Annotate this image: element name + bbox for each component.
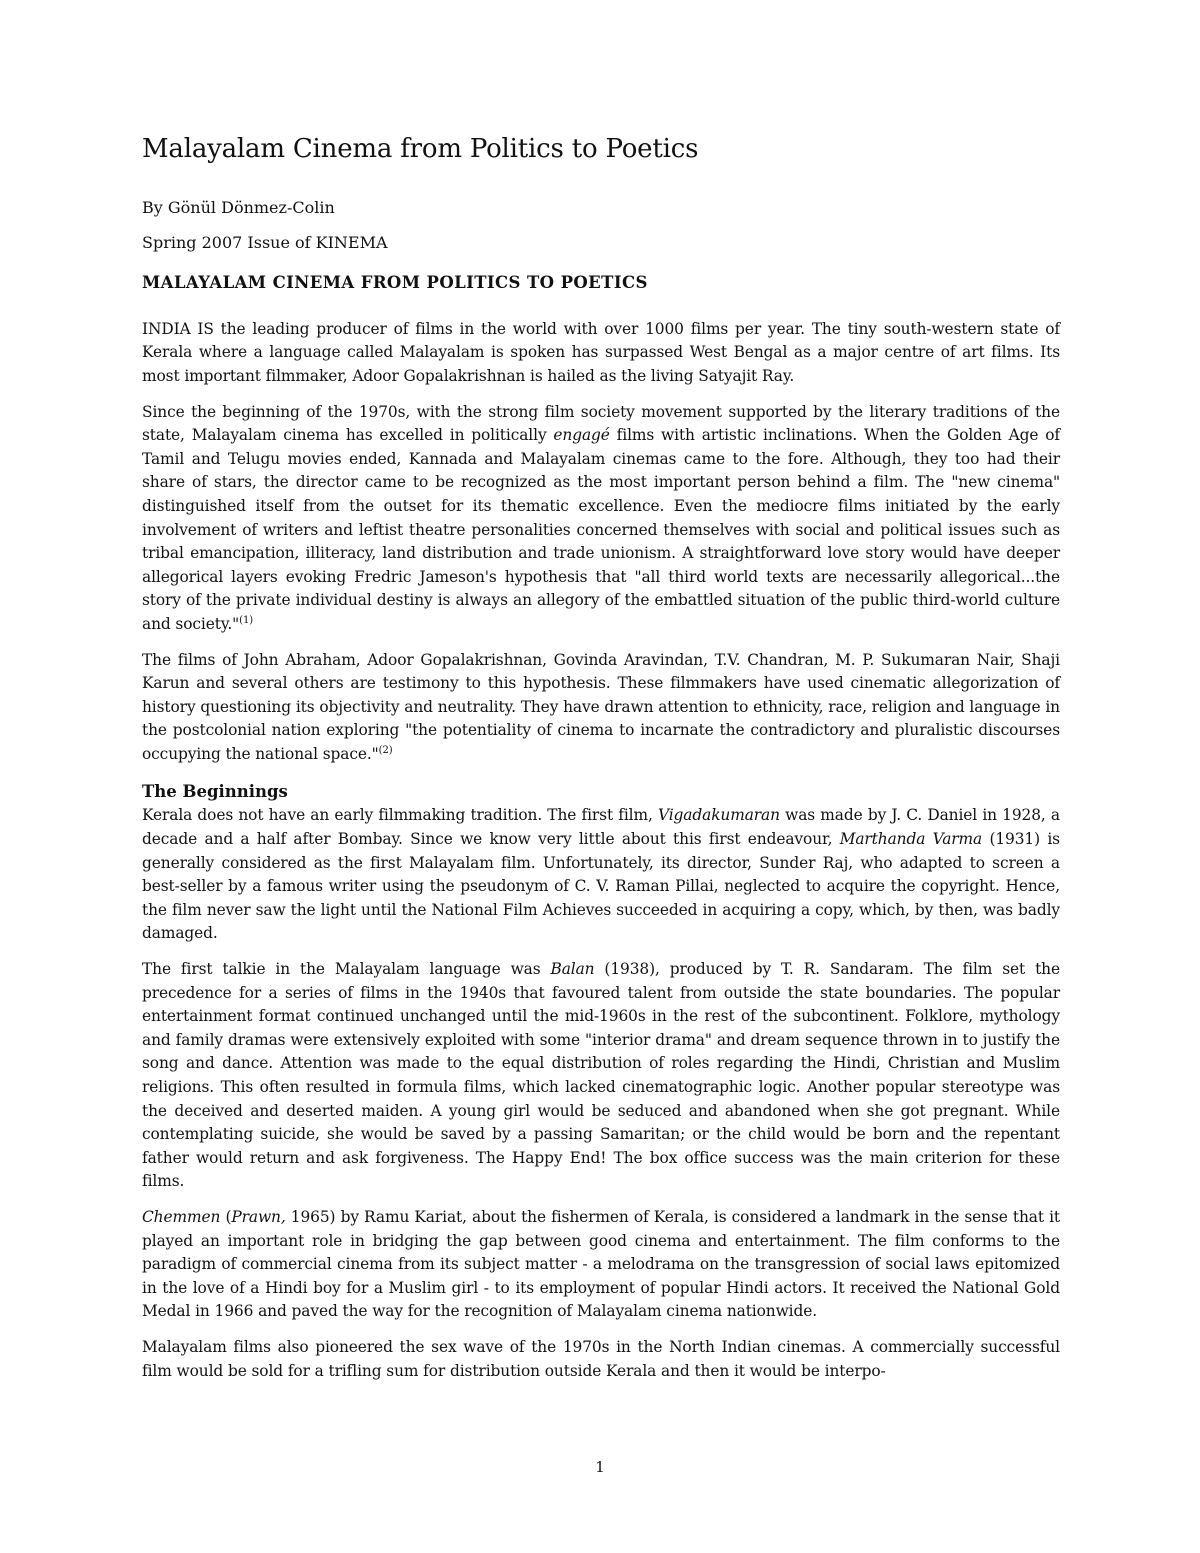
section-heading-beginnings: The Beginnings xyxy=(142,782,288,802)
issue-line: Spring 2007 Issue of KINEMA xyxy=(142,232,388,252)
paragraph-2: Since the beginning of the 1970s, with the strong film society movement supported by the literary traditions of the state, Malayalam cinema has excelled in politically engagé films with artistic inclinations. When the Golden Age of Tamil and Telugu movies ended, Kannada and Malayalam cinemas came to the fore. Although, they too had their share of stars, the director came to be recognized as the most important person behind a film. The "new cinema" distinguished itself from the outset for its thematic excellence. Even the mediocre films initiated by the early involvement of writers and leftist theatre personalities concerned themselves with social and political issues such as tribal emancipation, illiteracy, land distribution and trade unionism. A straightforward love story would have deeper allegorical layers evoking Fredric Jameson's hypothesis that "all third world texts are necessarily allegorical...the story of the private individual destiny is always an allegory of the embattled situation of the public third-world culture and society."$^{(1)}$ xyxy=(142,402,1060,633)
paragraph-6: Chemmen (Prawn, 1965) by Ramu Kariat, about the fishermen of Kerala, is considered a landmark in the sense that it played an important role in bridging the gap between good cinema and entertainment. The film conforms to the paradigm of commercial cinema from its subject matter - a melodrama on the transgression of social laws epitomized in the love of a Hindi boy for a Muslim girl - to its employment of popular Hindi actors. It received the National Gold Medal in 1966 and paved the way for the recognition of Malayalam cinema nationwide. xyxy=(142,1207,1060,1321)
caps-heading: MALAYALAM CINEMA FROM POLITICS TO POETICS xyxy=(142,273,648,293)
article-body xyxy=(142,132,1060,1395)
footnote-ref-2: (2) xyxy=(378,744,393,756)
paragraph-4: Kerala does not have an early filmmaking tradition. The first film, Vigadakumaran was made by J. C. Daniel in 1928, a decade and a half after Bombay. Since we know very little about this first endeavour, Marthanda Varma (1931) is generally considered as the first Malayalam film. Unfortunately, its director, Sunder Raj, who adapted to screen a best-seller by a famous writer using the pseudonym of C. V. Raman Pillai, neglected to acquire the copyright. Hence, the film never saw the light until the National Film Achieves succeeded in acquiring a copy, which, by then, was badly damaged. xyxy=(142,806,1060,943)
footnote-ref-1: (1) xyxy=(239,614,254,626)
paragraph-7: Malayalam films also pioneered the sex wave of the 1970s in the North Indian cinemas. A commercially successful film would be sold for a trifling sum for distribution outside Kerala and then it would be interpo- xyxy=(142,1337,1060,1380)
page-number: 1 xyxy=(595,1458,605,1476)
byline: By Gönül Dönmez-Colin xyxy=(142,198,335,217)
article-title: Malayalam Cinema from Politics to Poetics xyxy=(142,134,699,164)
paragraph-1: INDIA IS the leading producer of films in the world with over 1000 films per year. The tiny south-western state of Kerala where a language called Malayalam is spoken has surpassed West Bengal as a major centre of art films. Its most important filmmaker, Adoor Gopalakrishnan is hailed as the living Satyajit Ray. xyxy=(142,319,1060,385)
paragraph-3: The films of John Abraham, Adoor Gopalakrishnan, Govinda Aravindan, T.V. Chandran, M. P. Sukumaran Nair, Shaji Karun and several others are testimony to this hypothesis. These filmmakers have used cinematic allegorization of history questioning its objectivity and neutrality. They have drawn attention to ethnicity, race, religion and language in the postcolonial nation exploring "the potentiality of cinema to incarnate the contradictory and pluralistic discourses occupying the national space."$^{(2)}$ xyxy=(142,650,1060,763)
paragraph-5: The first talkie in the Malayalam language was Balan (1938), produced by T. R. Sandaram. The film set the precedence for a series of films in the 1940s that favoured talent from outside the state boundaries. The popular entertainment format continued unchanged until the mid-1960s in the rest of the subcontinent. Folklore, mythology and family dramas were extensively exploited with some "interior drama" and dream sequence thrown in to justify the song and dance. Attention was made to the equal distribution of roles regarding the Hindi, Christian and Muslim religions. This often resulted in formula films, which lacked cinematographic logic. Another popular stereotype was the deceived and deserted maiden. A young girl would be seduced and abandoned when she got pregnant. While contemplating suicide, she would be saved by a passing Samaritan; or the child would be born and the repentant father would return and ask forgiveness. The Happy End! The box office success was the main criterion for these films. xyxy=(142,960,1060,1191)
